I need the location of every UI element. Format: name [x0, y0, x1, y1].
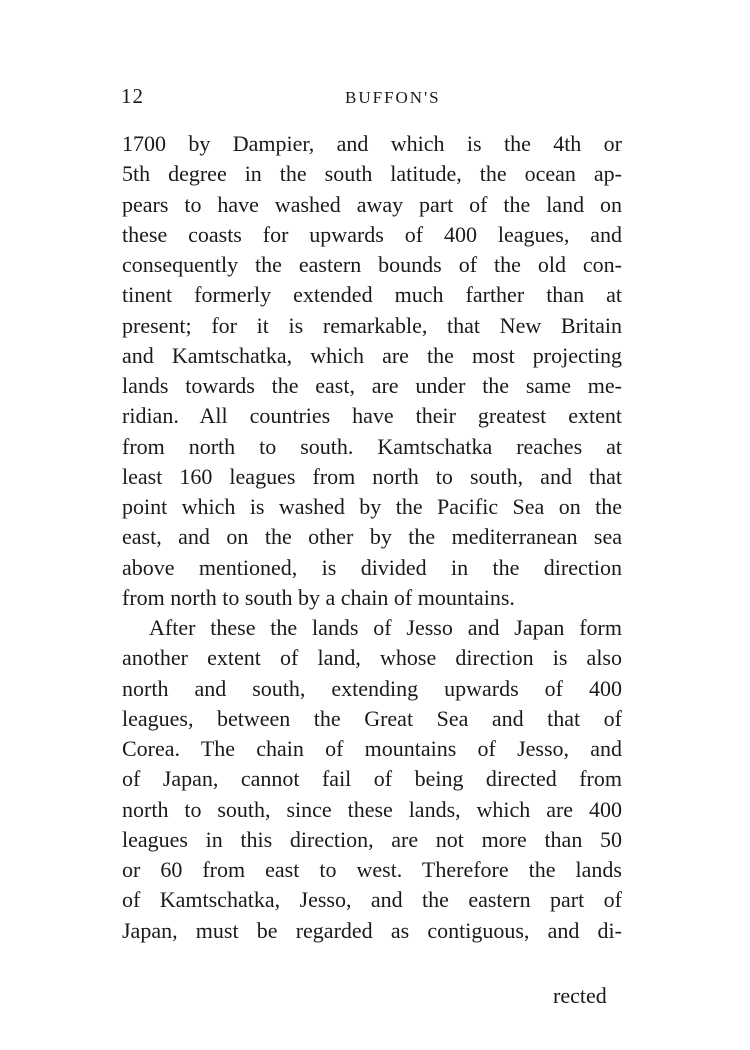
catchword: rected: [553, 983, 607, 1008]
text-line: from north to south by a chain of mountains.: [122, 584, 515, 610]
text-line: from north to south. Kamtschatka reaches at: [122, 433, 622, 459]
text-line: another extent of land, whose direction is also: [122, 645, 622, 671]
text-line: and Kamtschatka, which are the most projecting: [122, 342, 622, 368]
text-line: east, and on the other by the mediterranean sea: [122, 524, 622, 550]
text-line: ridian. All countries have their greatest extent: [122, 403, 622, 429]
page-number: 12: [121, 84, 144, 108]
text-line: present; for it is remarkable, that New Britain: [122, 312, 622, 338]
text-line: north and south, extending upwards of 400: [122, 675, 622, 701]
text-line: After these the lands of Jesso and Japan form: [149, 615, 622, 640]
text-line: leagues in this direction, are not more than 50: [122, 826, 622, 852]
text-line: Japan, must be regarded as contiguous, and di-: [122, 917, 622, 943]
text-line: leagues, between the Great Sea and that of: [122, 705, 622, 731]
text-line: 1700 by Dampier, and which is the 4th or: [122, 131, 622, 156]
text-line: least 160 leagues from north to south, and that: [122, 463, 622, 489]
text-line: of Japan, cannot fail of being directed from: [122, 766, 622, 792]
body-text: [122, 129, 622, 946]
text-line: pears to have washed away part of the land on: [122, 191, 622, 217]
text-line: Corea. The chain of mountains of Jesso, and: [122, 736, 622, 761]
text-line: these coasts for upwards of 400 leagues, and: [122, 221, 622, 247]
text-line: point which is washed by the Pacific Sea on the: [122, 494, 622, 519]
text-line: north to south, since these lands, which are 400: [122, 796, 622, 822]
text-line: tinent formerly extended much farther than at: [122, 282, 622, 308]
running-head: BUFFON'S: [345, 88, 441, 107]
text-line: lands towards the east, are under the same me-: [122, 373, 622, 398]
text-line: 5th degree in the south latitude, the ocean ap-: [122, 161, 622, 187]
text-line: above mentioned, is divided in the direction: [122, 554, 622, 580]
text-line: of Kamtschatka, Jesso, and the eastern part of: [122, 887, 622, 913]
text-line: consequently the eastern bounds of the old con-: [122, 252, 622, 277]
text-line: or 60 from east to west. Therefore the lands: [122, 857, 622, 882]
